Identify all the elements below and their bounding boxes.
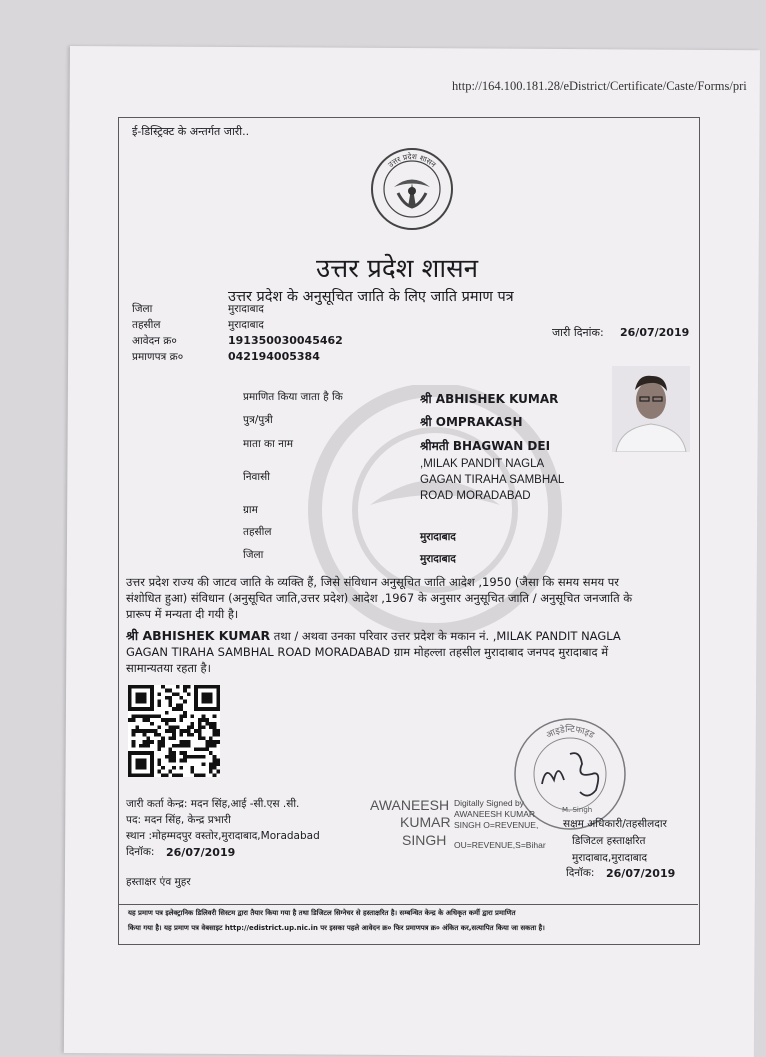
sign-and-seal-label: हस्ताक्षर एंव मुहर (126, 876, 191, 888)
digital-signature-detail: SINGH O=REVENUE, (454, 820, 539, 830)
digital-signer-name: KUMAR (400, 814, 451, 830)
signature-text: M. Singh (562, 806, 593, 814)
authority-title: सक्षम अधिकारी/तहसीलदार (563, 818, 667, 830)
footer-note-line: यह प्रमाण पत्र इलेक्ट्रानिक डिलिवरी सिस्टम द्वारा तैयार किया गया है तथा डिजिटल सिग्नेचर से हस्ताक्षरित है। सम्बन्धित केन्द्र के अधिकृत कर्मी द्वारा प्रमाणित (128, 909, 516, 917)
mother-label: माता का नाम (243, 438, 293, 450)
caste-statement-line: उत्तर प्रदेश राज्य की जाटव जाति के व्यक्ति हैं, जिसे संविधान अनुसूचित जाति आदेश ,1950 (जैसा कि समय समय पर (126, 575, 620, 589)
footer-note-line: किया गया है। यह प्रमाण पत्र वेबसाइट http://edistrict.up.nic.in पर इसका पहले आवेदन क्र० फिर प्रमाणपत्र क्र० अंकित कर,सत्यापित किया जा सकता है। (128, 924, 545, 932)
issued-under-text: ई-डिस्ट्रिक्ट के अन्तर्गत जारी.. (132, 125, 250, 138)
application-number-label: आवेदन क्र० (132, 335, 177, 347)
verification-qr-code (126, 685, 222, 777)
detail-tehsil-value: मुरादाबाद (420, 531, 456, 543)
print-url: http://164.100.181.28/eDistrict/Certificate/Caste/Forms/pri (452, 79, 747, 93)
district-label: जिला (132, 303, 153, 315)
authority-date-label: दिनॉक: (566, 867, 595, 879)
application-number-value: 191350030045462 (228, 334, 343, 347)
mother-name: श्रीमती BHAGWAN DEI (420, 439, 551, 453)
authority-date-value: 26/07/2019 (606, 867, 676, 880)
digital-signature-detail: AWANEESH KUMAR (454, 809, 536, 819)
caste-statement-line: प्रारूप में मन्यता दी गयी है। (126, 607, 239, 621)
certificate-subtitle: उत्तर प्रदेश के अनुसूचित जाति के लिए जाति प्रमाण पत्र (228, 289, 514, 305)
address-line: ROAD MORADABAD (420, 490, 531, 502)
parent-name: श्री OMPRAKASH (420, 415, 523, 429)
issuer-post: पद: मदन सिंह, केन्द्र प्रभारी (126, 814, 231, 826)
authority-place: मुरादाबाद,मुरादाबाद (572, 852, 648, 864)
residence-text: तथा / अथवा उनका परिवार उत्तर प्रदेश के मकान नं. ,MILAK PANDIT NAGLA (270, 629, 621, 643)
digital-signer-name: SINGH (402, 832, 447, 848)
issue-date-label: जारी दिनांक: (552, 326, 604, 339)
authority-signature: डिजिटल हस्ताक्षरित (572, 835, 646, 847)
detail-district-label: जिला (243, 549, 264, 561)
caste-statement-line: संशोधित हुआ) संविधान (अनुसूचित जाति,उत्तर प्रदेश) आदेश ,1967 के अनुसार अनुसूचित जाति / अनुसूचित जनजाति के (126, 591, 633, 605)
detail-tehsil-label: तहसील (243, 526, 272, 538)
district-value: मुरादाबाद (228, 303, 264, 315)
issuer-date-label: दिनॉक: (126, 846, 155, 858)
certificate-number-value: 042194005384 (228, 350, 320, 363)
tehsil-label: तहसील (132, 319, 161, 331)
digital-signature-detail: Digitally Signed by (454, 798, 524, 808)
stamp-text: आइडेन्टिफाइड (544, 724, 596, 741)
digital-signature-detail: OU=REVENUE,S=Bihar (454, 840, 546, 850)
emblem-text: उत्तर प्रदेश शासन (386, 151, 438, 170)
residence-statement-line: GAGAN TIRAHA SAMBHAL ROAD MORADABAD ग्राम मोहल्ला तहसील मुरादाबाद जनपद मुरादाबाद में (126, 645, 609, 659)
tehsil-value: मुरादाबाद (228, 319, 264, 331)
applicant-name: श्री ABHISHEK KUMAR (420, 392, 559, 406)
detail-district-value: मुरादाबाद (420, 553, 456, 565)
residence-name: श्री ABHISHEK KUMAR (126, 628, 271, 643)
issue-date-value: 26/07/2019 (620, 326, 690, 339)
issuer-date-value: 26/07/2019 (166, 846, 236, 859)
address-line: ,MILAK PANDIT NAGLA (420, 458, 545, 470)
issuer-place: स्थान :मोहम्मदपुर वस्तोर,मुरादाबाद,Moradabad (126, 830, 320, 842)
issuer-centre: जारी कर्ता केन्द्र: मदन सिंह,आई -सी.एस .सी. (126, 798, 300, 810)
resident-label: निवासी (243, 471, 270, 483)
address-line: GAGAN TIRAHA SAMBHAL (420, 474, 565, 486)
residence-statement-line: सामान्यतया रहता है। (126, 661, 211, 675)
residence-statement-line (126, 627, 621, 644)
up-govt-emblem-icon (368, 147, 456, 231)
certify-label: प्रमाणित किया जाता है कि (243, 391, 343, 403)
village-label: ग्राम (243, 504, 258, 516)
digital-signer-name: AWANEESH (370, 797, 450, 813)
applicant-photo (612, 366, 690, 452)
certificate-number-label: प्रमाणपत्र क्र० (132, 351, 184, 363)
certificate-title: उत्तर प्रदेश शासन (316, 254, 479, 284)
parent-label: पुत्र/पुत्री (243, 414, 273, 426)
